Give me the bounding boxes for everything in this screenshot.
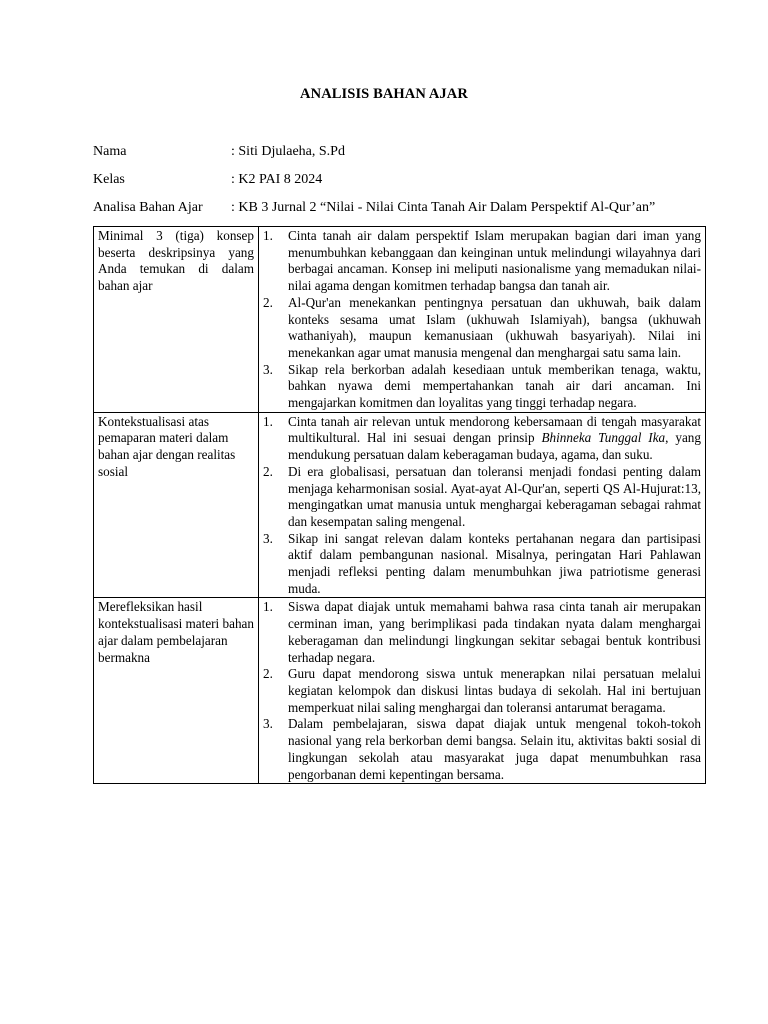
- row-content-refleksi: [259, 598, 706, 784]
- list-item: [263, 362, 701, 412]
- list-item-text: Siswa dapat diajak untuk memahami bahwa rasa cinta tanah air merupakan cerminan iman, yang berimplikasi pada tindakan nyata dalam menghargai keberagaman dan melindungi lingkungan sekitar sebagai bentuk kontribusi terhadap negara.: [288, 599, 701, 665]
- document-title: ANALISIS BAHAN AJAR: [300, 86, 468, 102]
- row-label-konsep: Minimal 3 (tiga) konsep beserta deskripsinya yang Anda temukan di dalam bahan ajar: [94, 227, 259, 413]
- list-item: [263, 295, 701, 362]
- list-number: 3.: [263, 530, 273, 546]
- row-label-refleksi: Merefleksikan hasil kontekstualisasi materi bahan ajar dalam pembelajaran bermakna: [94, 598, 259, 784]
- list-number: 1.: [263, 599, 273, 615]
- list-item: [263, 464, 701, 531]
- context-list: [263, 414, 701, 598]
- row-content-konsep: [259, 227, 706, 413]
- list-item-text: Dalam pembelajaran, siswa dapat diajak untuk mengenal tokoh-tokoh nasional yang rela berkorban demi bangsa. Selain itu, aktivitas bakti sosial di lingkungan sekolah atau masyarakat juga dapat menumbuhkan rasa pengorbanan demi kepentingan bersama.: [288, 716, 701, 782]
- list-number: 2.: [263, 294, 273, 310]
- meta-value-analisa: : KB 3 Jurnal 2 “Nilai - Nilai Cinta Tanah Air Dalam Perspektif Al-Qur’an”: [231, 200, 656, 215]
- list-number: 3.: [263, 716, 273, 732]
- table-row: [94, 412, 706, 598]
- list-item: [263, 666, 701, 716]
- list-item-text-end: , yang mendukung persatuan dalam keberagaman budaya, agama, dan suku.: [288, 430, 701, 463]
- table-row: [94, 227, 706, 413]
- list-item: [263, 414, 701, 464]
- list-number: 1.: [263, 413, 273, 429]
- list-item: [263, 716, 701, 783]
- list-number: 3.: [263, 361, 273, 377]
- list-number: 2.: [263, 463, 273, 479]
- meta-value-nama: : Siti Djulaeha, S.Pd: [231, 144, 345, 159]
- list-item: [263, 599, 701, 666]
- list-item-text: Cinta tanah air dalam perspektif Islam merupakan bagian dari iman yang menumbuhkan kebanggaan dan keinginan untuk melindungi wilayahnya dari berbagai ancaman. Konsep ini meliputi nasionalisme yang memadukan nilai-nilai agama dengan komitmen terhadap bangsa dan tanah air.: [288, 228, 701, 294]
- meta-label-analisa: Analisa Bahan Ajar: [93, 200, 203, 215]
- row-content-kontekstualisasi: [259, 412, 706, 598]
- list-item-text: Di era globalisasi, persatuan dan toleransi menjadi fondasi penting dalam menjaga keharmonisan sosial. Ayat-ayat Al-Qur'an, seperti QS Al-Hujurat:13, mengingatkan umat manusia untuk menghargai keberagaman sebagai rahmat dan kesempatan saling mengenal.: [288, 463, 701, 529]
- list-number: 2.: [263, 666, 273, 682]
- meta-label-kelas: Kelas: [93, 172, 125, 187]
- row-label-kontekstualisasi: Kontekstualisasi atas pemaparan materi dalam bahan ajar dengan realitas sosial: [94, 412, 259, 598]
- concept-list: [263, 228, 701, 412]
- list-item: [263, 531, 701, 598]
- list-item-text: Sikap ini sangat relevan dalam konteks pertahanan negara dan partisipasi aktif dalam pembangunan nasional. Misalnya, peringatan Hari Pahlawan menjadi refleksi penting dalam menumbuhkan jiwa patriotisme generasi muda.: [288, 530, 701, 596]
- list-item: [263, 228, 701, 295]
- list-item-text-start: Cinta tanah air relevan untuk mendorong kebersamaan di tengah masyarakat multikultural. Hal ini sesuai dengan prinsip: [288, 413, 701, 446]
- list-item-text-italic: Bhinneka Tunggal Ika: [541, 430, 666, 446]
- reflection-list: [263, 599, 701, 783]
- table-row: [94, 598, 706, 784]
- list-item-text: Sikap rela berkorban adalah kesediaan untuk memberikan tenaga, waktu, bahkan nyawa demi mempertahankan tanah air dari ancaman. Ini mengajarkan komitmen dan loyalitas yang tinggi terhadap negara.: [288, 361, 701, 411]
- meta-value-kelas: : K2 PAI 8 2024: [231, 172, 323, 187]
- list-item-text: Al-Qur'an menekankan pentingnya persatuan dan ukhuwah, baik dalam konteks sesama umat Islam (ukhuwah Islamiyah), bangsa (ukhuwah wathaniyah), maupun kemanusiaan (ukhuwah basyariyah). Nilai ini menekankan agar umat manusia mengenal dan menghargai satu sama lain.: [288, 294, 701, 360]
- list-number: 1.: [263, 228, 273, 243]
- analysis-table: [93, 226, 706, 784]
- meta-label-nama: Nama: [93, 144, 127, 159]
- list-item-text: Guru dapat mendorong siswa untuk menerapkan nilai persatuan melalui kegiatan kelompok dan diskusi lintas budaya di sekolah. Hal ini bertujuan memperkuat nilai saling menghargai dan toleransi antarumat beragama.: [288, 666, 701, 715]
